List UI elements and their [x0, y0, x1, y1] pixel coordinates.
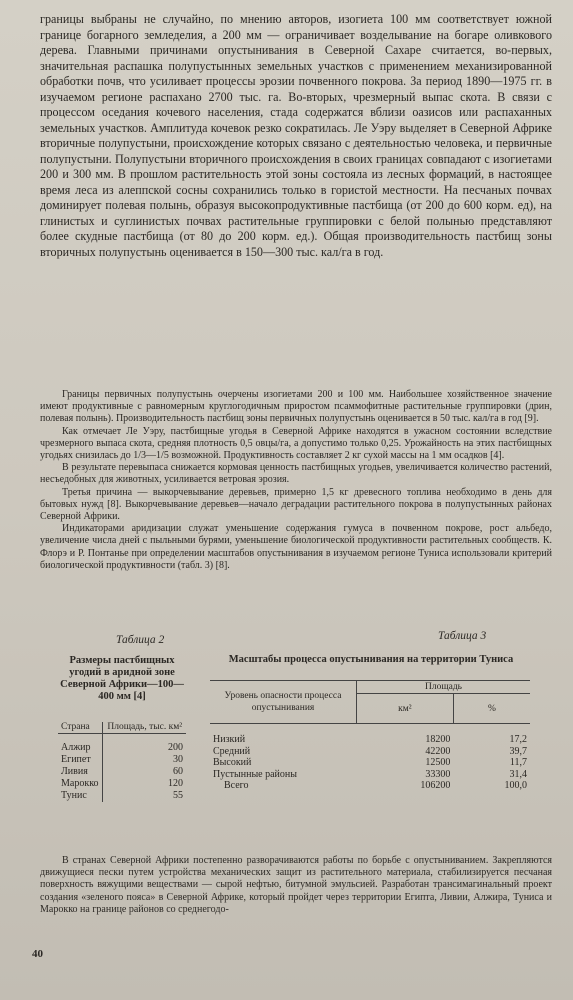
- table-row: [210, 757, 530, 769]
- table-cell: 120: [168, 778, 183, 789]
- table-header: Уровень опасности процесса опустынивания: [210, 681, 357, 724]
- table-cell: 33300: [425, 768, 451, 780]
- small-text: [40, 389, 552, 572]
- table2: [58, 722, 186, 802]
- table-row: [210, 769, 530, 781]
- table-cell: 31,4: [509, 768, 527, 780]
- table-cell: 60: [173, 766, 183, 777]
- table-cell: 39,7: [509, 745, 527, 757]
- small-paragraph: В странах Северной Африки постепенно разворачиваются работы по борьбе с опустыниванием. Закрепляются движущиеся пески путем устройства механических защит из растительного материала, стабилизируется песчаная поверхность вяжущими веществами — сырой нефтью, битумной эмульсией. Разработан трансимагинальный проект создания «зеленого пояса» в Северной Африке, который пройдет через территории Египта, Ливии, Алжира, Туниса и Марокко на границе районов со среднегодо-: [40, 855, 552, 915]
- table2-caption: Таблица 2: [116, 634, 165, 646]
- table-row: [58, 754, 186, 766]
- table-header: Площадь, тыс. км²: [103, 722, 186, 734]
- table-row: [210, 746, 530, 758]
- table-cell: 100,0: [504, 780, 527, 791]
- table-cell: Алжир: [58, 742, 103, 754]
- table3: [210, 680, 530, 792]
- table-header: Площадь: [357, 681, 531, 694]
- table-cell: 200: [168, 742, 183, 753]
- table-row: [58, 742, 186, 754]
- table-cell: Тунис: [58, 790, 103, 802]
- table-cell: 42200: [425, 745, 451, 757]
- table2-title: Размеры пастбищных угодий в аридной зоне Северной Африки—100—400 мм [4]: [60, 655, 184, 702]
- bottom-text: [40, 855, 552, 916]
- table-cell: 55: [173, 790, 183, 801]
- table-cell: Марокко: [58, 778, 103, 790]
- table-header-row: [58, 722, 186, 734]
- small-paragraph: В результате перевыпаса снижается кормовая ценность пастбищных угодьев, увеличивается количество растений, несъедобных для животных, усиливается ветровая эрозия.: [40, 462, 552, 486]
- table-cell: Средний: [213, 745, 251, 757]
- small-paragraph: Как отмечает Ле Уэру, пастбищные угодья в Северной Африке находятся в ужасном состоянии вследствие чрезмерного выпаса скота, средняя плотность 0,5 овцы/га, а допустимо только 0,25. Урожайность на этих пастбищных угодьях снизилась до 1/3—1/5 возможной. Продуктивность составляет 2 кг сухой массы на 1 мм осадков [4].: [40, 425, 552, 462]
- table3-caption: Таблица 3: [438, 630, 487, 642]
- table-cell: Высокий: [213, 757, 252, 768]
- table-header: %: [453, 694, 530, 724]
- table-cell: 106200: [420, 780, 451, 791]
- table-cell: Пустынные районы: [213, 768, 297, 780]
- table-row: [210, 780, 530, 792]
- main-text: [40, 12, 552, 260]
- table-cell: 11,7: [509, 757, 527, 768]
- main-paragraph: границы выбраны не случайно, по мнению авторов, изогиета 100 мм соответствует южной границе богарного земледелия, а 200 мм — ограничивает возделывание на богаре оливкового дерева. Главными причинами опустынивания в Северной Сахаре считается, во-первых, значительная распашка полупустынных земельных участков с применением механизированной обработки почв, что усиливает процессы эрозии почвенного покрова. За период 1890—1975 гг. в изучаемом регионе распахано 2700 тыс. га. Во-вторых, чрезмерный выпас скота. В связи с процессом оседания кочевого населения, стада содержатся вблизи оазисов или распаханных земельных участков. Амплитуда кочевок резко сократилась. Ле Уэру выделяет в Северной Африке вторичные полупустыни, происхождение которых связано с деятельностью человека, и первичные полупустыни. Полупустыни вторичного происхождения в своих границах совпадают с изогиетами 200 и 300 мм. В прошлом растительность этой зоны состояла из лесных формаций, в настоящее время леса из алеппской сосны сохранились только в гористой местности. На песчаных почвах доминирует полевая полынь, образуя высокопродуктивные пастбища (от 200 до 600 корм. ед), на глинистых и суглинистых почвах растительные группировки с белой полынью представляют более скудные пастбища (от 80 до 200 корм. ед.). Общая производительность пастбищ зоны вторичных полупустынь оценивается в 150—300 тыс. кал/га в год.: [40, 12, 552, 259]
- small-paragraph: Третья причина — выкорчевывание деревьев, примерно 1,5 кг древесного топлива необходимо в день для бытовых нужд [8]. Выкорчевывание деревьев—начало деградации растительного покрова в полупустынных районах Северной Африки.: [40, 486, 552, 523]
- table-header: Страна: [58, 722, 103, 734]
- table3-title: Масштабы процесса опустынивания на территории Туниса: [228, 654, 514, 665]
- table-cell: 12500: [425, 757, 451, 768]
- page-number: 40: [32, 948, 43, 960]
- table-row: [58, 790, 186, 802]
- table-row: [210, 734, 530, 746]
- small-paragraph: Границы первичных полупустынь очерчены изогиетами 200 и 100 мм. Наибольшее хозяйственное значение имеют продуктивные с равномерным круглогодичным приростом псаммофитные растительные группировки (дрин, полевая полынь). Производительность пастбищ зоны первичных полупустынь оценивается в 50 тыс. кал/га в год [9].: [40, 389, 552, 425]
- table-cell: Египет: [58, 754, 103, 766]
- table-cell: 17,2: [509, 734, 527, 745]
- table-cell: 18200: [425, 734, 451, 745]
- table-row: [58, 778, 186, 790]
- table-cell: Ливия: [58, 766, 103, 778]
- table-header: км²: [357, 694, 454, 724]
- small-paragraph: Индикаторами аридизации служат уменьшение содержания гумуса в почвенном покрове, рост альбедо, увеличение числа дней с пыльными бурями, уменьшение биологической продуктивности растительных сообществ. К. Флорэ и Р. Понтанье при определении масштабов опустынивания в изучаемом регионе Туниса использовали критерий биологической продуктивности (табл. 3) [8].: [40, 523, 552, 571]
- table-cell: 30: [173, 754, 183, 765]
- table-cell: Всего: [224, 780, 249, 791]
- table-row: [58, 766, 186, 778]
- table-cell: Низкий: [213, 734, 246, 745]
